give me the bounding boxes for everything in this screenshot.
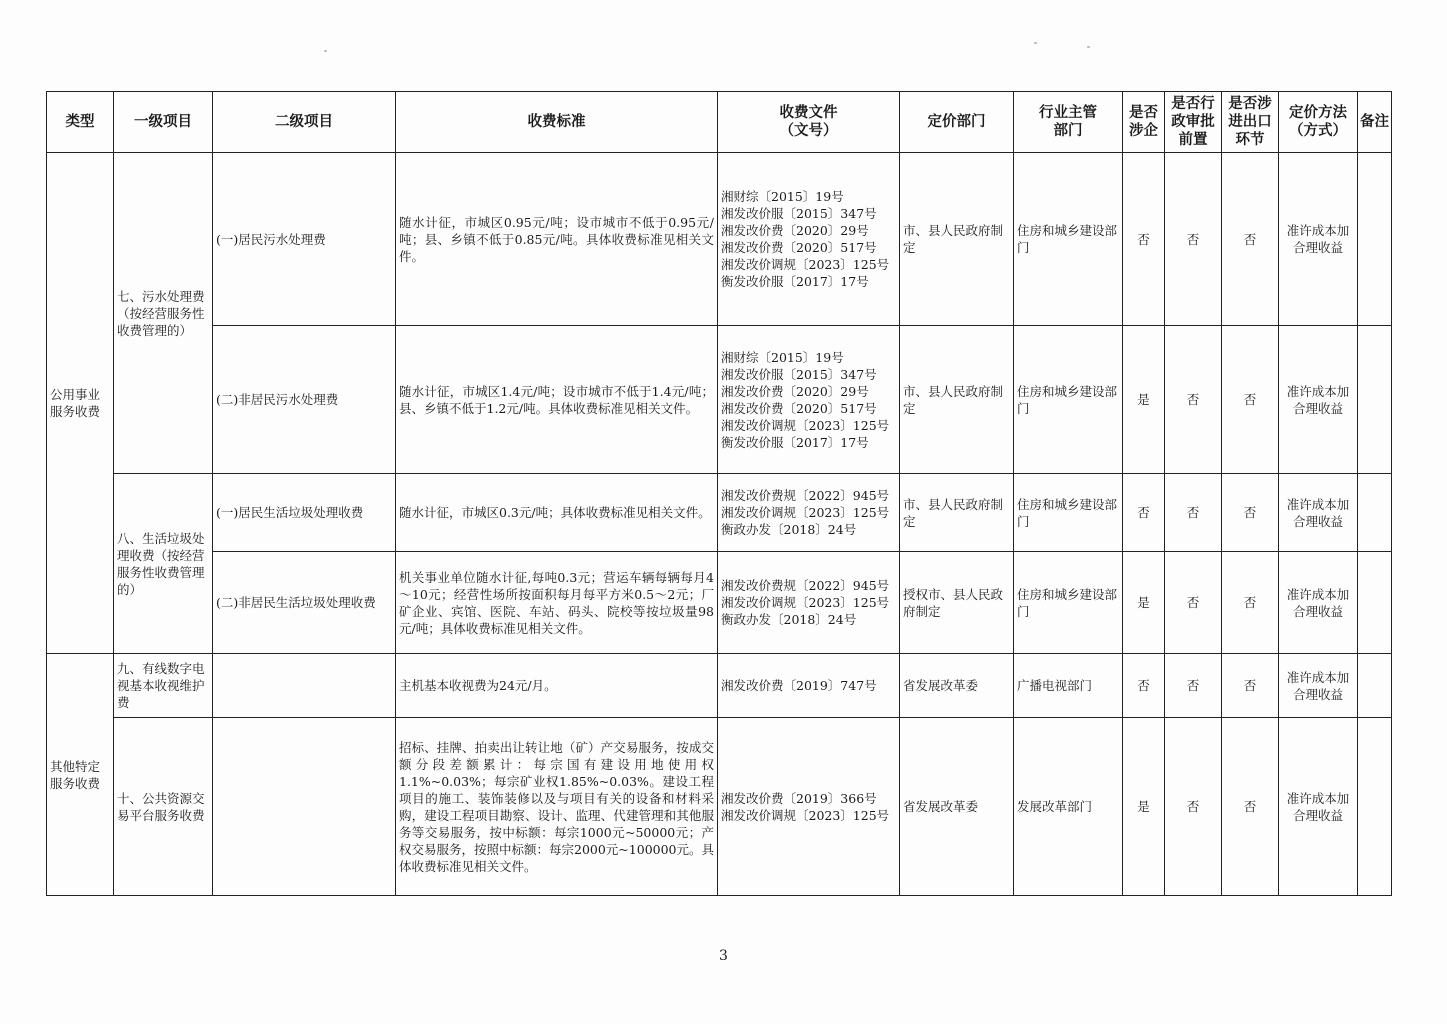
table-row <box>47 718 1392 896</box>
document-number: 湘发改价调规〔2023〕125号 <box>721 257 890 272</box>
import-export-cell: 否 <box>1222 326 1279 474</box>
header-industry-dept: 行业主管 部门 <box>1014 92 1123 153</box>
document-number: 湘发改价费规〔2022〕945号 <box>721 578 890 593</box>
remarks-cell <box>1358 552 1392 654</box>
standard-cell: 随水计征，市城区0.95元/吨；设市城市不低于0.95元/吨；县、乡镇不低于0.85元/吨。具体收费标准见相关文件。 <box>396 153 718 326</box>
item-cell: 七、污水处理费（按经营服务性收费管理的） <box>114 153 213 474</box>
import-export-cell: 否 <box>1222 552 1279 654</box>
document-number: 湘发改价费〔2019〕747号 <box>721 678 877 693</box>
item-cell: 九、有线数字电视基本收视维护费 <box>114 654 213 718</box>
pricing-method-cell: 准许成本加合理收益 <box>1279 474 1358 552</box>
document-number: 湘发改价费〔2020〕29号 <box>721 383 869 399</box>
document-cell <box>718 474 900 552</box>
document-number: 衡政办发〔2018〕24号 <box>721 522 857 537</box>
enterprise-cell: 否 <box>1123 654 1165 718</box>
pricing-dept-cell: 省发展改革委 <box>900 654 1014 718</box>
item-cell: 十、公共资源交易平台服务收费 <box>114 718 213 896</box>
level2-cell: (一)居民生活垃圾处理收费 <box>213 474 396 552</box>
pre-approval-cell: 否 <box>1165 474 1222 552</box>
remarks-cell <box>1358 326 1392 474</box>
pricing-dept-cell: 市、县人民政府制定 <box>900 474 1014 552</box>
industry-dept-cell: 住房和城乡建设部门 <box>1014 153 1123 326</box>
document-cell <box>718 654 900 718</box>
level2-cell <box>213 654 396 718</box>
pricing-method-cell: 准许成本加合理收益 <box>1279 718 1358 896</box>
document-number: 湘发改价费〔2020〕517号 <box>721 240 877 255</box>
pricing-dept-cell: 省发展改革委 <box>900 718 1014 896</box>
pre-approval-cell: 否 <box>1165 552 1222 654</box>
enterprise-cell: 是 <box>1123 718 1165 896</box>
item-cell: 八、生活垃圾处理收费（按经营服务性收费管理的） <box>114 474 213 654</box>
category-cell: 其他特定服务收费 <box>47 654 114 896</box>
document-cell <box>718 552 900 654</box>
document-number: 衡政办发〔2018〕24号 <box>721 612 857 627</box>
document-cell <box>718 718 900 896</box>
document-number: 湘发改价费规〔2022〕945号 <box>721 488 890 503</box>
header-type: 类型 <box>47 92 114 153</box>
pricing-method-cell: 准许成本加合理收益 <box>1279 326 1358 474</box>
pricing-method-cell: 准许成本加合理收益 <box>1279 153 1358 326</box>
standard-cell: 随水计征，市城区0.3元/吨；具体收费标准见相关文件。 <box>396 474 718 552</box>
pre-approval-cell: 否 <box>1165 153 1222 326</box>
industry-dept-cell: 住房和城乡建设部门 <box>1014 552 1123 654</box>
document-number: 衡发改价服〔2017〕17号 <box>721 434 869 450</box>
enterprise-cell: 是 <box>1123 552 1165 654</box>
table-row <box>47 654 1392 718</box>
standard-cell: 机关事业单位随水计征,每吨0.3元；营运车辆每辆每月4～10元；经营性场所按面积每月每平方米0.5～2元；厂矿企业、宾馆、医院、车站、码头、院校等按垃圾量98元/吨；具体收费标准见相关文件。 <box>396 552 718 654</box>
table-row <box>47 153 1392 326</box>
industry-dept-cell: 广播电视部门 <box>1014 654 1123 718</box>
document-number: 湘发改价调规〔2023〕125号 <box>721 505 890 520</box>
document-number: 湘发改价调规〔2023〕125号 <box>721 807 890 823</box>
remarks-cell <box>1358 654 1392 718</box>
enterprise-cell: 是 <box>1123 326 1165 474</box>
level2-cell <box>213 718 396 896</box>
industry-dept-cell: 发展改革部门 <box>1014 718 1123 896</box>
document-number: 湘发改价服〔2015〕347号 <box>721 366 877 382</box>
enterprise-cell: 否 <box>1123 474 1165 552</box>
pricing-method-cell: 准许成本加合理收益 <box>1279 552 1358 654</box>
header-row <box>47 92 1392 153</box>
header-pricing-method: 定价方法 （方式） <box>1279 92 1358 153</box>
import-export-cell: 否 <box>1222 654 1279 718</box>
level2-cell: (二)非居民污水处理费 <box>213 326 396 474</box>
pre-approval-cell: 否 <box>1165 654 1222 718</box>
enterprise-cell: 否 <box>1123 153 1165 326</box>
category-cell: 公用事业服务收费 <box>47 153 114 654</box>
scan-speck <box>324 50 327 52</box>
pricing-dept-cell: 市、县人民政府制定 <box>900 153 1014 326</box>
header-level1: 一级项目 <box>114 92 213 153</box>
table-row <box>47 474 1392 552</box>
page-number: 3 <box>719 948 728 964</box>
document-number: 衡发改价服〔2017〕17号 <box>721 274 869 289</box>
document-number: 湘发改价费〔2020〕29号 <box>721 223 869 238</box>
document-number: 湘财综〔2015〕19号 <box>721 189 844 204</box>
header-remarks: 备注 <box>1358 92 1392 153</box>
standard-cell: 随水计征，市城区1.4元/吨；设市城市不低于1.4元/吨；县、乡镇不低于1.2元/吨。具体收费标准见相关文件。 <box>396 326 718 474</box>
industry-dept-cell: 住房和城乡建设部门 <box>1014 326 1123 474</box>
document-number: 湘财综〔2015〕19号 <box>721 349 844 365</box>
pricing-dept-cell: 授权市、县人民政府制定 <box>900 552 1014 654</box>
header-standard: 收费标准 <box>396 92 718 153</box>
header-enterprise: 是否 涉企 <box>1123 92 1165 153</box>
document-number: 湘发改价服〔2015〕347号 <box>721 206 877 221</box>
header-import-export: 是否涉 进出口 环节 <box>1222 92 1279 153</box>
pre-approval-cell: 否 <box>1165 718 1222 896</box>
document-number: 湘发改价调规〔2023〕125号 <box>721 595 890 610</box>
scan-speck <box>1087 46 1090 48</box>
header-pricing-dept: 定价部门 <box>900 92 1014 153</box>
industry-dept-cell: 住房和城乡建设部门 <box>1014 474 1123 552</box>
document-number: 湘发改价费〔2020〕517号 <box>721 400 877 416</box>
import-export-cell: 否 <box>1222 153 1279 326</box>
header-document: 收费文件 （文号） <box>718 92 900 153</box>
pricing-method-cell: 准许成本加合理收益 <box>1279 654 1358 718</box>
document-cell <box>718 153 900 326</box>
header-pre-approval: 是否行 政审批 前置 <box>1165 92 1222 153</box>
pricing-dept-cell: 市、县人民政府制定 <box>900 326 1014 474</box>
standard-cell: 招标、挂牌、拍卖出让转让地（矿）产交易服务，按成交额分段差额累计：每宗国有建设用地使用权1.1%~0.03%；每宗矿业权1.85%~0.03%。建设工程项目的施工、装饰装修以及与项目有关的设备和材料采购，建设工程项目勘察、设计、监理、代建管理和其他服务等交易服务，按中标额：每宗1000元~50000元；产权交易服务，按照中标额：每宗2000元~100000元。具体收费标准见相关文件。 <box>396 718 718 896</box>
table-row <box>47 552 1392 654</box>
document-number: 湘发改价调规〔2023〕125号 <box>721 417 890 433</box>
document-cell <box>718 326 900 474</box>
import-export-cell: 否 <box>1222 718 1279 896</box>
level2-cell: (一)居民污水处理费 <box>213 153 396 326</box>
document-number: 湘发改价费〔2019〕366号 <box>721 790 877 806</box>
standard-cell: 主机基本收视费为24元/月。 <box>396 654 718 718</box>
scan-speck <box>1034 42 1037 44</box>
fee-table <box>46 91 1392 896</box>
remarks-cell <box>1358 718 1392 896</box>
remarks-cell <box>1358 153 1392 326</box>
import-export-cell: 否 <box>1222 474 1279 552</box>
header-level2: 二级项目 <box>213 92 396 153</box>
table-row <box>47 326 1392 474</box>
remarks-cell <box>1358 474 1392 552</box>
pre-approval-cell: 否 <box>1165 326 1222 474</box>
level2-cell: (二)非居民生活垃圾处理收费 <box>213 552 396 654</box>
